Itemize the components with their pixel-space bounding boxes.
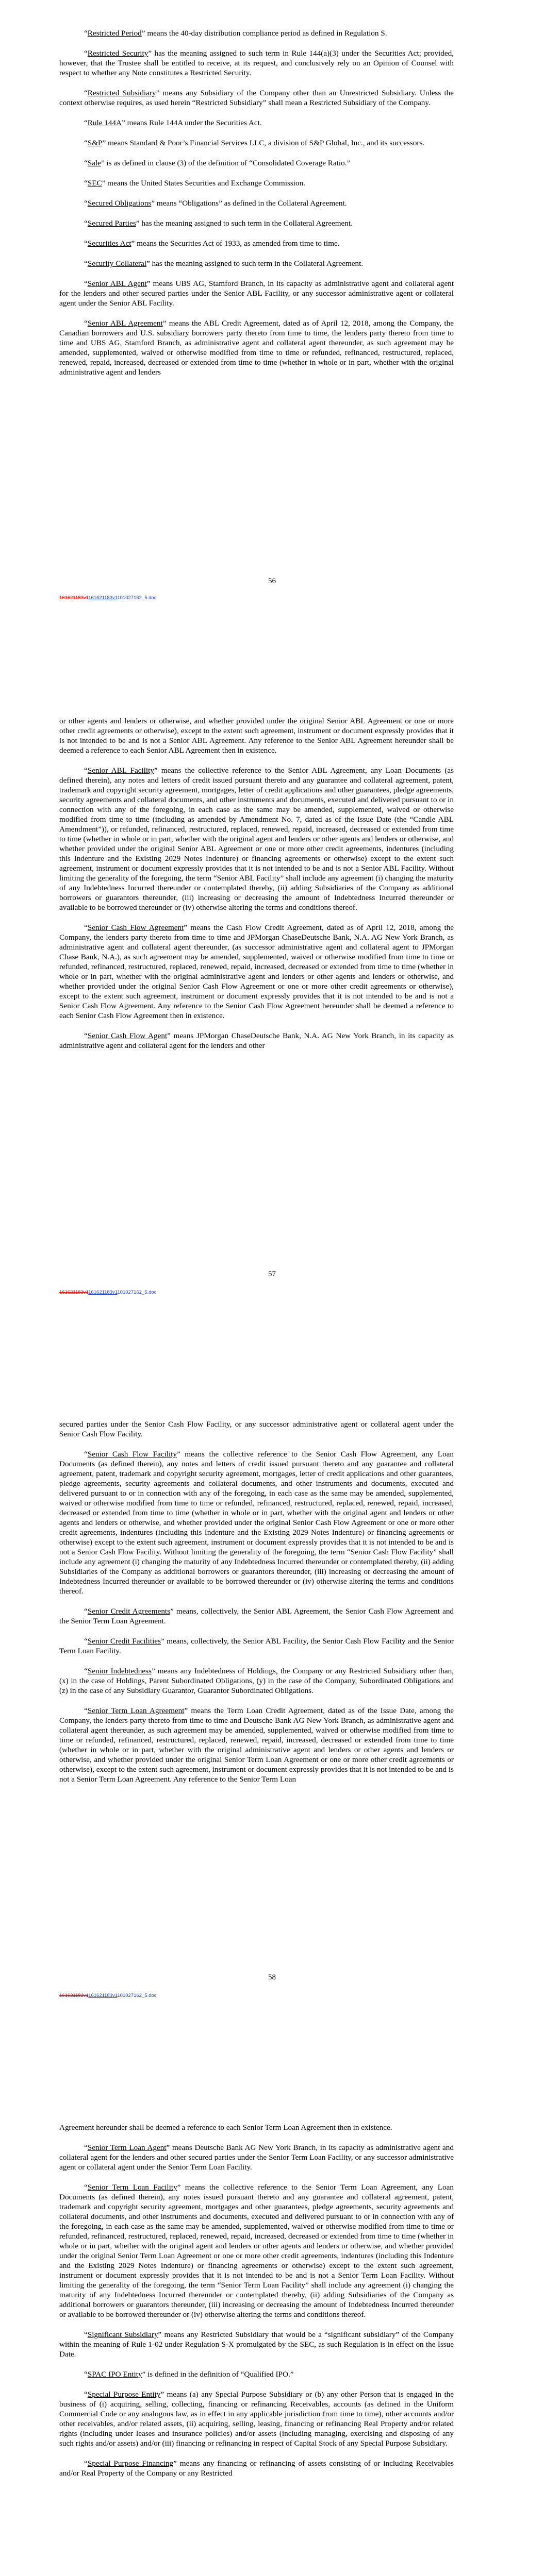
definition-senior-credit-agreements: “Senior Credit Agreements” means, collectively, the Senior ABL Agreement, the Senior Cash Flow Agreement and the Senior Term Loan Agreement. xyxy=(59,1607,454,1625)
footer-doc-id: 101027162_5.doc xyxy=(117,1290,157,1295)
document-footer xyxy=(59,1290,156,1295)
document-footer xyxy=(59,1993,156,1998)
definition-significant-subsidiary: “Significant Subsidiary” means any Restricted Subsidiary that would be a “significant subsidiary” of the Company within the meaning of Rule 1-02 under Regulation S-X promulgated by the SEC, as such Regulation is in effect on the Issue Date. xyxy=(59,2330,454,2359)
definition-special-purpose-financing: “Special Purpose Financing” means any financing or refinancing of assets consisting of or including Receivables and/or Real Property of the Company or any Restricted xyxy=(59,2459,454,2478)
document-page-59 xyxy=(0,2110,544,2576)
document-page-57 xyxy=(0,703,544,1406)
footer-deleted-id: 161621183v1 xyxy=(59,595,89,601)
definition-senior-term-loan-agreement-continued: Agreement hereunder shall be deemed a reference to each Senior Term Loan Agreement then in existence. xyxy=(59,2123,392,2132)
definition-rule-144a: “Rule 144A” means Rule 144A under the Securities Act. xyxy=(84,118,262,127)
footer-inserted-id: 161621183v1 xyxy=(88,1993,118,1998)
definition-senior-abl-agreement-continued: or other agents and lenders or otherwise, and whether provided under the original Senior ABL Agreement or one or more other credit agreements or otherwise), except to the extent such agreement, instrument or document expressly provides that it is not intended to be and is not a Senior ABL Agreement. Any reference to the Senior ABL Agreement hereunder shall be deemed a reference to each Senior ABL Agreement then in existence. xyxy=(59,717,454,755)
definition-senior-credit-facilities: “Senior Credit Facilities” means, collectively, the Senior ABL Facility, the Senior Cash Flow Facility and the Senior Term Loan Facility. xyxy=(59,1637,454,1655)
definition-sp: “S&P” means Standard & Poor’s Financial Services LLC, a division of S&P Global, Inc., and its successors. xyxy=(84,139,425,147)
definition-senior-term-loan-facility: “Senior Term Loan Facility” means the collective reference to the Senior Term Loan Agreement, any Loan Documents (as defined therein), any notes issued pursuant thereto and any guarantee and collateral agreement, patent, trademark and copyright security agreement, mortgages and other guarantees, pledge agreements, security agreements and collateral documents, and other instruments and documents, executed and delivered pursuant to or in connection with any of the foregoing, in each case as the same may be amended, supplemented, waived or otherwise modified from time to time or refunded, refinanced, restructured, replaced, renewed, repaid, increased, decreased or extended from time to time (whether in whole or in part, whether with the original agent and lenders or other agents and lenders or otherwise, and whether provided under the original Senior Term Loan Agreement or one or more other credit agreements, indentures (including this Indenture and the Existing 2029 Notes Indenture) or financing agreements or otherwise) except to the extent such agreement, instrument or document expressly provides that it is not intended to be and is not a Senior Term Loan Facility. Without limiting the generality of the foregoing, the term “Senior Term Loan Facility” shall include any agreement (i) changing the maturity of any Indebtedness Incurred thereunder or contemplated thereby, (ii) adding Subsidiaries of the Company as additional borrowers or guarantors thereunder, (iii) increasing or decreasing the amount of Indebtedness Incurred thereunder or available to be borrowed thereunder or (iv) otherwise altering the terms and conditions thereof. xyxy=(59,2183,454,2319)
footer-doc-id: 101027162_5.doc xyxy=(117,1993,157,1998)
definition-special-purpose-entity: “Special Purpose Entity” means (a) any Special Purpose Subsidiary or (b) any other Person that is engaged in the business of (i) acquiring, selling, collecting, financing or refinancing Receivables, accounts (as defined in the Uniform Commercial Code or any analogous law, as in effect in any applicable jurisdiction from time to time), other accounts and/or other receivables, and/or related assets, (ii) acquiring, selling, leasing, financing or refinancing Real Property and/or related rights (including under leases and insurance policies) and/or assets (including managing, exercising and disposing of any such rights and/or assets) and/or (iii) financing or refinancing in respect of Capital Stock of any Special Purpose Subsidiary. xyxy=(59,2390,454,2448)
definition-sale: “Sale” is as defined in clause (3) of the definition of “Consolidated Coverage Ratio.” xyxy=(84,159,351,167)
page-number: 56 xyxy=(268,577,276,585)
definition-senior-cash-flow-agent: “Senior Cash Flow Agent” means JPMorgan ChaseDeutsche Bank, N.A. AG New York Branch, in its capacity as administrative agent and collateral agent for the lenders and other xyxy=(59,1031,454,1050)
definition-restricted-security: “Restricted Security” has the meaning assigned to such term in Rule 144(a)(3) under the Securities Act; provided, however, that the Trustee shall be entitled to receive, at its request, and conclusively rely on an Opinion of Counsel with respect to whether any Note constitutes a Restricted Security. xyxy=(59,49,454,77)
footer-inserted-id: 161621183v1 xyxy=(88,1290,118,1295)
definition-senior-term-loan-agent: “Senior Term Loan Agent” means Deutsche Bank AG New York Branch, in its capacity as administrative agent and collateral agent for the lenders and other secured parties under the Senior Term Loan Facility, or any successor administrative agent or collateral agent under the Senior Term Loan Facility. xyxy=(59,2143,454,2172)
footer-deleted-id: 161621183v1 xyxy=(59,1290,89,1295)
page-number: 57 xyxy=(268,1270,276,1278)
definition-securities-act: “Securities Act” means the Securities Act of 1933, as amended from time to time. xyxy=(84,239,340,248)
definition-senior-cash-flow-agent-continued: secured parties under the Senior Cash Flow Facility, or any successor administrative agent or collateral agent under the Senior Cash Flow Facility. xyxy=(59,1420,454,1438)
document-page-56 xyxy=(0,0,544,703)
definition-senior-cash-flow-facility: “Senior Cash Flow Facility” means the collective reference to the Senior Cash Flow Agreement, any Loan Documents (as defined therein), any notes and letters of credit issued pursuant thereto and any guarantee and collateral agreement, patent, trademark and copyright security agreement, mortgages, letter of credit applications and other guarantees, pledge agreements, security agreements and collateral documents, and other instruments and documents, executed and delivered pursuant to or in connection with any of the foregoing, in each case as the same may be amended, supplemented, waived or otherwise modified from time to time or refunded, refinanced, restructured, replaced, renewed, repaid, increased, decreased or extended from time to time (whether in whole or in part, whether with the original agent and lenders or other agents and lenders or otherwise, and whether provided under the original Senior Cash Flow Agreement or one or more other credit agreements, indentures (including this Indenture and the Existing 2029 Notes Indenture) or financing agreements or otherwise) except to the extent such agreement, instrument or document expressly provides that it is not intended to be and is not a Senior Cash Flow Facility. Without limiting the generality of the foregoing, the term “Senior Cash Flow Facility” shall include any agreement (i) changing the maturity of any Indebtedness Incurred thereunder or contemplated thereby, (ii) adding Subsidiaries of the Company as additional borrowers or guarantors thereunder, (iii) increasing or decreasing the amount of Indebtedness Incurred thereunder or available to be borrowed thereunder or (iv) otherwise altering the terms and conditions thereof. xyxy=(59,1450,454,1596)
definition-spac-ipo-entity: “SPAC IPO Entity” is defined in the definition of “Qualified IPO.” xyxy=(84,2370,294,2379)
definition-senior-abl-agent: “Senior ABL Agent” means UBS AG, Stamford Branch, in its capacity as administrative agent and collateral agent for the lenders and other secured parties under the Senior ABL Facility, or any successor administrative agent or collateral agent under the Senior ABL Facility. xyxy=(59,279,454,308)
definition-sec: “SEC” means the United States Securities and Exchange Commission. xyxy=(84,179,305,188)
definition-senior-term-loan-agreement: “Senior Term Loan Agreement” means the Term Loan Credit Agreement, dated as of the Issue Date, among the Company, the lenders party thereto from time to time and Deutsche Bank AG New York Branch, as administrative agent and collateral agent thereunder, as such agreement may be amended, supplemented, waived or otherwise modified from time to time or refunded, refinanced, restructured, replaced, renewed, repaid, increased, decreased or extended from time to time (whether in whole or in part, whether with the original administrative agent and lenders or other agents and lenders or otherwise, and whether provided under the original Senior Term Loan Agreement or one or more other credit agreements or otherwise), except to the extent such agreement, instrument or document expressly provides that it is not intended to be and is not a Senior Term Loan Agreement. Any reference to the Senior Term Loan xyxy=(59,1706,454,1784)
document-footer xyxy=(59,595,156,601)
definition-senior-abl-facility: “Senior ABL Facility” means the collective reference to the Senior ABL Agreement, any Loan Documents (as defined therein), any notes and letters of credit issued pursuant thereto and any guarantee and collateral agreement, patent, trademark and copyright security agreement, mortgages, letter of credit applications and other guarantees, pledge agreements, security agreements and collateral documents, and other instruments and documents, executed and delivered pursuant to or in connection with any of the foregoing, in each case as the same may be amended, supplemented, waived or otherwise modified from time to time (including as amended by Amendment No. 7, dated as of the Issue Date (the “Candle ABL Amendment”)), or refunded, refinanced, restructured, replaced, renewed, repaid, increased, decreased or extended from time to time (whether in whole or in part, whether with the original agent and lenders or other agents and lenders or otherwise, and whether provided under the original Senior ABL Agreement or one or more other credit agreements, indentures (including this Indenture and the Existing 2029 Notes Indenture) or financing agreements or otherwise) except to the extent such agreement, instrument or document expressly provides that it is not intended to be and is not a Senior ABL Facility. Without limiting the generality of the foregoing, the term “Senior ABL Facility” shall include any agreement (i) changing the maturity of any Indebtedness Incurred thereunder or contemplated thereby, (ii) adding Subsidiaries of the Company as additional borrowers or guarantors thereunder, (iii) increasing or decreasing the amount of Indebtedness Incurred thereunder or available to be borrowed thereunder or (iv) otherwise altering the terms and conditions thereof. xyxy=(59,766,454,912)
definition-senior-abl-agreement: “Senior ABL Agreement” means the ABL Credit Agreement, dated as of April 12, 2018, among the Company, the Canadian borrowers and U.S. subsidiary borrowers party thereto from time to time, the lenders party thereto from time to time and UBS AG, Stamford Branch, as administrative agent and collateral agent thereunder, as such agreement may be amended, supplemented, waived or otherwise modified from time to time or refunded, refinanced, restructured, replaced, renewed, repaid, increased, decreased or extended from time to time (whether in whole or in part, whether with the original administrative agent and lenders xyxy=(59,319,454,377)
definition-senior-cash-flow-agreement: “Senior Cash Flow Agreement” means the Cash Flow Credit Agreement, dated as of April 12, 2018, among the Company, the lenders party thereto from time to time and JPMorgan ChaseDeutsche Bank, N.A. AG New York Branch, as administrative agent and collateral agent thereunder, (as successor administrative agent and collateral agent to JPMorgan Chase Bank, N.A.), as such agreement may be amended, supplemented, waived or otherwise modified from time to time or refunded, refinanced, restructured, replaced, renewed, repaid, increased, decreased or extended from time to time (whether in whole or in part, whether with the original administrative agent and lenders or other agents and lenders or otherwise, and whether provided under the original Senior Cash Flow Agreement or one or more other credit agreements or otherwise), except to the extent such agreement, instrument or document expressly provides that it is not intended to be and is not a Senior Cash Flow Agreement. Any reference to the Senior Cash Flow Agreement hereunder shall be deemed a reference to each Senior Cash Flow Agreement then in existence. xyxy=(59,923,454,1020)
document-page-58 xyxy=(0,1406,544,2110)
footer-deleted-id: 161621183v1 xyxy=(59,1993,89,1998)
page-number: 58 xyxy=(268,1973,276,1981)
definition-secured-parties: “Secured Parties” has the meaning assigned to such term in the Collateral Agreement. xyxy=(84,219,353,228)
definition-restricted-period: “Restricted Period” means the 40-day distribution compliance period as defined in Regulation S. xyxy=(84,29,387,38)
definition-senior-indebtedness: “Senior Indebtedness” means any Indebtedness of Holdings, the Company or any Restricted Subsidiary other than, (x) in the case of Holdings, Parent Subordinated Obligations, (y) in the case of the Company, Subordinated Obligations and (z) in the case of any Subsidiary Guarantor, Guarantor Subordinated Obligations. xyxy=(59,1667,454,1695)
definition-security-collateral: “Security Collateral” has the meaning assigned to such term in the Collateral Agreement. xyxy=(84,259,364,268)
definition-secured-obligations: “Secured Obligations” means “Obligations” as defined in the Collateral Agreement. xyxy=(84,199,347,208)
footer-doc-id: 101027162_5.doc xyxy=(117,595,157,601)
footer-inserted-id: 161621183v1 xyxy=(88,595,118,601)
definition-restricted-subsidiary: “Restricted Subsidiary” means any Subsidiary of the Company other than an Unrestricted Subsidiary. Unless the context otherwise requires, as used herein “Restricted Subsidiary” shall mean a Restricted Subsidiary of the Company. xyxy=(59,89,454,107)
